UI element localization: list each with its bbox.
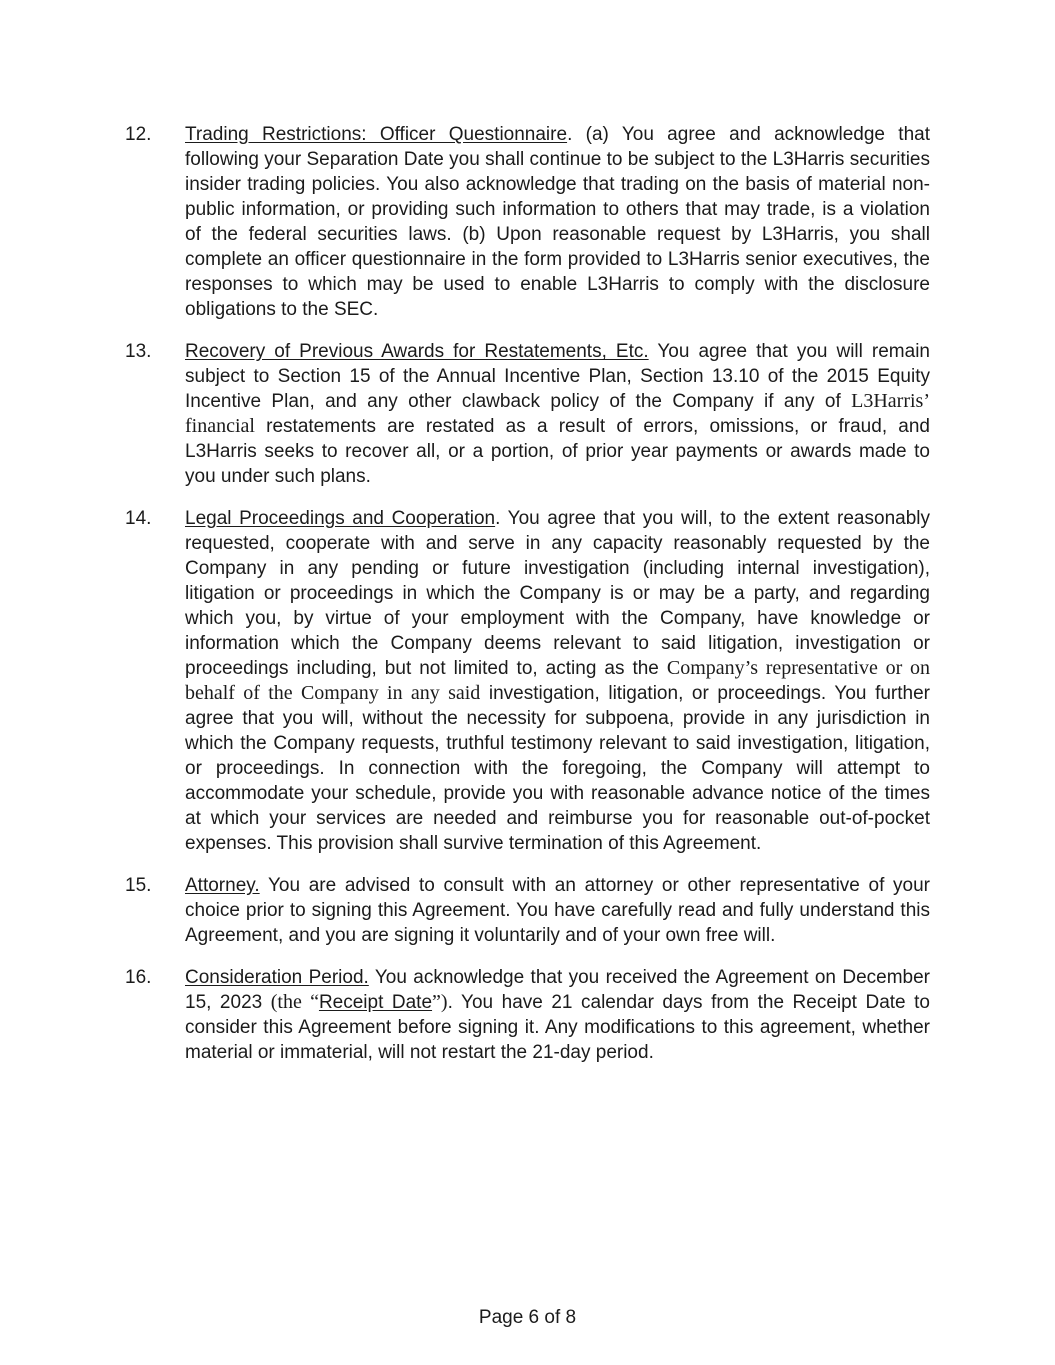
paragraph-text: You are advised to consult with an attorney or other representative of your choice prior to signing this Agreement. You have carefully read and fully understand this Agreement, and you are signing it voluntarily and of your own free will. (185, 875, 930, 946)
paragraph-text: Company’s representative or on behalf of the Company in any said (185, 657, 930, 704)
paragraph-text: You acknowledge that you received the Agreement on December 15, 2023 (185, 967, 930, 1013)
paragraph-text: . (a) You agree and acknowledge that following your Separation Date you shall continue to be subject to the L3Harris securities insider trading policies. You also acknowledge that trading on the basis of material non-public information, or providing such information to others that may trade, is a violation of the federal securities laws. (b) Upon reasonable request by L3Harris, you shall complete an officer questionnaire in the form provided to L3Harris senior executives, the responses to which may be used to enable L3Harris to comply with the disclosure obligations to the SEC. (185, 124, 930, 320)
paragraph-heading: Consideration Period. (185, 967, 369, 988)
paragraph-body (185, 339, 930, 489)
numbered-paragraph (125, 873, 930, 948)
paragraph-heading: Receipt Date (318, 992, 433, 1013)
paragraph-heading: Trading Restrictions: Officer Questionnaire (185, 124, 568, 145)
paragraph-number: 15. (125, 875, 152, 896)
numbered-paragraph (125, 506, 930, 856)
numbered-paragraph (125, 122, 930, 322)
paragraph-text: You agree that you will remain subject to Section 15 of the Annual Incentive Plan, Section 13.10 of the 2015 Equity Incentive Plan, and any other clawback policy of the Company if any of (185, 341, 930, 412)
paragraph-text: ”) (432, 991, 448, 1013)
numbered-paragraph (125, 339, 930, 489)
paragraph-number: 13. (125, 341, 152, 362)
paragraph-text: . You have 21 calendar days from the Receipt Date to consider this Agreement before signing it. Any modifications to this agreement, whether material or immaterial, will not restart the 21-day period. (185, 992, 930, 1063)
paragraph-text: investigation, litigation, or proceedings. You further agree that you will, without the necessity for subpoena, provide in any jurisdiction in which the Company requests, truthful testimony relevant to said investigation, litigation, or proceedings. In connection with the foregoing, the Company will attempt to accommodate your schedule, provide you with reasonable advance notice of the times at which your services are needed and reimburse you for reasonable out-of-pocket expenses. This provision shall survive termination of this Agreement. (185, 683, 930, 854)
paragraph-body (185, 873, 930, 948)
paragraph-body (185, 965, 930, 1065)
page-footer: Page 6 of 8 (478, 1307, 577, 1328)
paragraph-heading: Attorney. (185, 875, 260, 896)
paragraph-heading: Legal Proceedings and Cooperation (185, 508, 496, 529)
paragraph-list (125, 122, 930, 1082)
paragraph-number: 16. (125, 967, 152, 988)
paragraph-text: . You agree that you will, to the extent reasonably requested, cooperate with and serve in any capacity reasonably requested by the Company in any pending or future investigation (including internal investigation), litigation or proceedings in which the Company is or may be a party, and regarding which you, by virtue of your employment with the Company, have knowledge or information which the Company deems relevant to said litigation, investigation or proceedings including, but not limited to, acting as the (185, 508, 930, 679)
paragraph-text: L3Harris’ financial (185, 390, 930, 437)
paragraph-body (185, 122, 930, 322)
paragraph-body (185, 506, 930, 856)
numbered-paragraph (125, 965, 930, 1065)
paragraph-text: (the “ (270, 991, 319, 1013)
paragraph-heading: Recovery of Previous Awards for Restatements, Etc. (185, 341, 649, 362)
paragraph-text: restatements are restated as a result of errors, omissions, or fraud, and L3Harris seeks to recover all, or a portion, of prior year payments or awards made to you under such plans. (185, 416, 930, 487)
paragraph-number: 14. (125, 508, 152, 529)
paragraph-number: 12. (125, 124, 152, 145)
